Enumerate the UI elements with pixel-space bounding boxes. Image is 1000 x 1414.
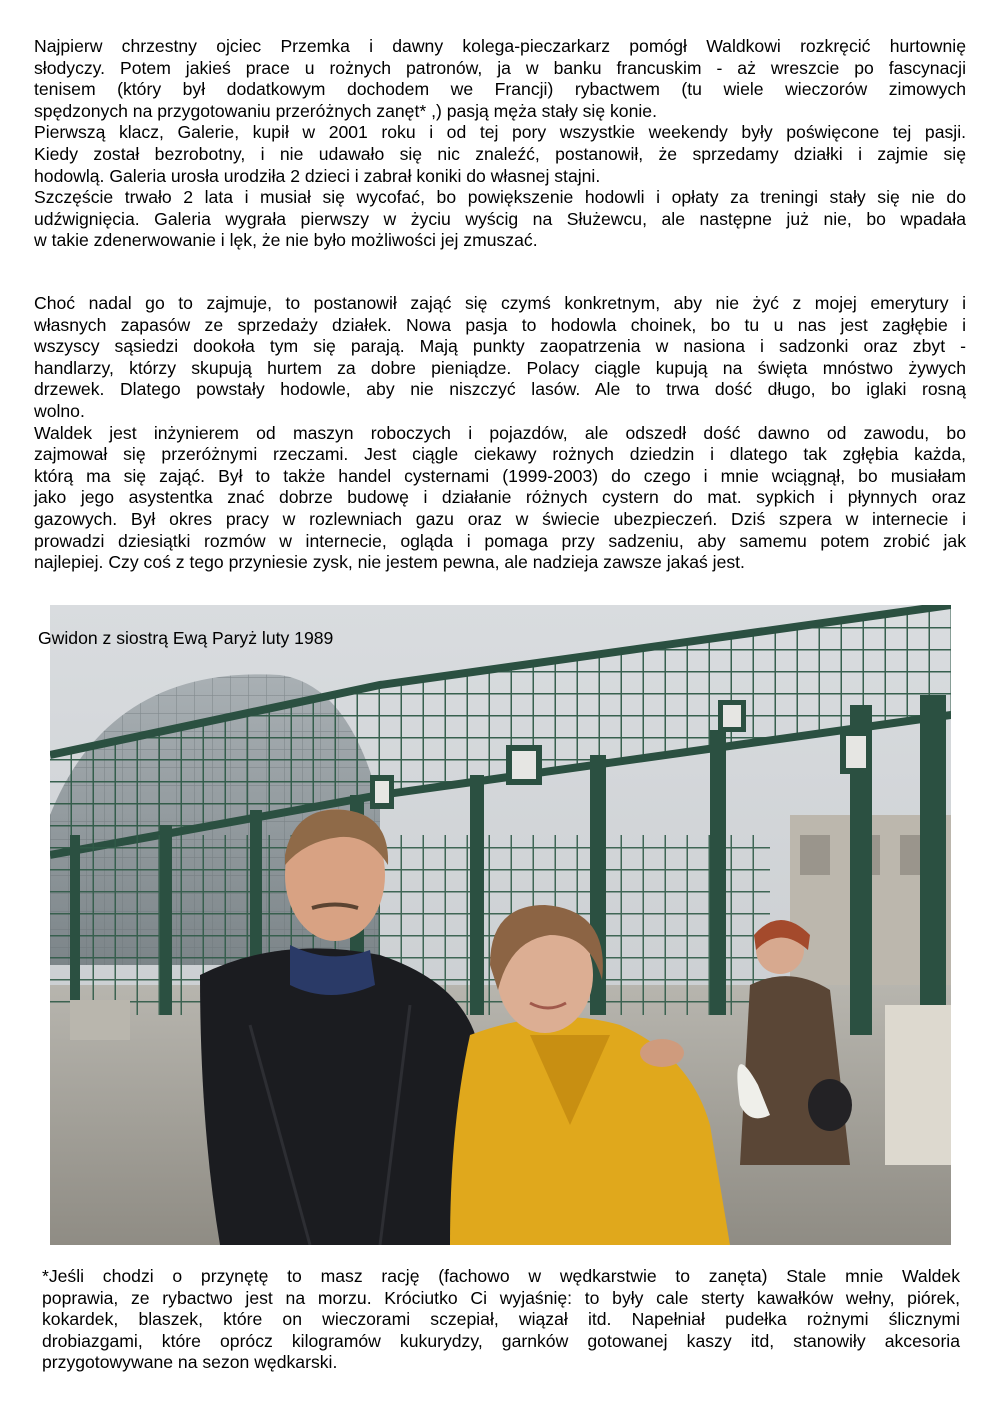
- photo-paris-1989: [50, 605, 951, 1245]
- text-line: prowadzi dziesiątki rozmów w internecie, ogląda i pomaga przy sadzeniu, aby samemu potem zrobić jak: [34, 530, 966, 551]
- paragraph-2: [34, 293, 966, 574]
- text-line: własnych zapasów ze sprzedaży działek. Nowa pasja to hodowla choinek, bo tu u nas jest zagłębie i: [34, 314, 966, 335]
- text-line: słodyczy. Potem jakieś prace u rożnych patronów, ja w banku francuskim - aż wreszcie po fascynacji: [34, 57, 966, 78]
- text-line: wszyscy sąsiedzi dookoła tym się parają. Mają punkty zaopatrzenia w nasiona i sadzonki oraz zbyt -: [34, 336, 966, 357]
- text-line: tenisem (który był dodatkowym dochodem we Francji) rybactwem (tu wiele wieczorów zimowych: [34, 79, 966, 100]
- text-line: zajmował się przeróżnymi rzeczami. Jest ciągle ciekawy rożnych dziedzin i dlatego tak zgłębia każda,: [34, 444, 966, 465]
- photo-illustration: [50, 605, 951, 1245]
- photo-caption: Gwidon z siostrą Ewą Paryż luty 1989: [38, 628, 334, 648]
- text-line: w takie zdenerwowanie i lęk, że nie było możliwości jej zmuszać.: [34, 230, 538, 251]
- text-line: Pierwszą klacz, Galerie, kupił w 2001 roku i od tej pory wszystkie weekendy były poświęcone tej pasji.: [34, 122, 966, 143]
- text-line: spędzonych na przygotowaniu przeróżnych zanęt* ,) pasją męża stały się konie.: [34, 100, 657, 121]
- text-line: Choć nadal go to zajmuje, to postanowił zająć się czymś konkretnym, aby nie żyć z mojej emerytury i: [34, 293, 966, 313]
- text-line: Waldek jest inżynierem od maszyn roboczych i pojazdów, ale odszedł dość dawno od zawodu, bo: [34, 422, 966, 443]
- text-line: jako jego asystentka znać dobrze budowę i działanie różnych cystern do mat. sypkich i płynnych oraz: [34, 487, 966, 508]
- text-line: poprawia, ze rybactwo jest na morzu. Króciutko Ci wyjaśnię: to były cale sterty kawałków wełny, piórek,: [42, 1287, 960, 1308]
- text-line: którą ma się zająć. Był to także handel cysternami (1999-2003) do czego i mnie wciągnął, bo musiałam: [34, 465, 966, 486]
- text-line: drobiazgami, które oprócz kilogramów kukurydzy, garnków gotowanej kaszy itd, stanowiły akcesoria: [42, 1330, 960, 1351]
- text-line: drzewek. Dlatego powstały hodowle, aby nie niszczyć lasów. Ale to trwa dość długo, bo iglaki rosną: [34, 379, 966, 400]
- text-line: Kiedy został bezrobotny, i nie udawało się nic znaleźć, postanowił, że sprzedamy działki i zajmie się: [34, 143, 966, 164]
- footnote: [42, 1266, 960, 1374]
- text-line: udźwignięcia. Galeria wygrała pierwszy w życiu wyścig na Służewcu, ale następne już nie, bo wpadała: [34, 208, 966, 229]
- text-line: Najpierw chrzestny ojciec Przemka i dawny kolega-pieczarkarz pomógł Waldkowi rozkręcić hurtownię: [34, 36, 966, 56]
- text-line: gazowych. Był okres pracy w rozlewniach gazu oraz w świecie ubezpieczeń. Dziś szpera w internecie i: [34, 508, 966, 529]
- text-line: *Jeśli chodzi o przynętę to masz rację (fachowo w wędkarstwie to zanęta) Stale mnie Waldek: [42, 1266, 960, 1286]
- paragraph-1: [34, 36, 966, 252]
- text-line: Szczęście trwało 2 lata i musiał się wycofać, bo powiększenie hodowli i opłaty za treningi stały się nie do: [34, 187, 966, 208]
- text-line: handlarzy, którzy skupują hurtem za dobre pieniądze. Polacy ciągle kupują na święta mnóstwo żywych: [34, 357, 966, 378]
- text-line: wolno.: [34, 400, 85, 421]
- text-line: hodowlą. Galeria urosła urodziła 2 dzieci i zabrał koniki do własnej stajni.: [34, 165, 601, 186]
- text-line: przygotowywane na sezon wędkarski.: [42, 1352, 338, 1373]
- text-line: kokardek, blaszek, które on wieczorami sczepiał, wiązał itd. Napełniał pudełka rożnymi ślicznymi: [42, 1309, 960, 1330]
- text-line: najlepiej. Czy coś z tego przyniesie zysk, nie jestem pewna, ale nadzieja zawsze jakaś jest.: [34, 552, 745, 573]
